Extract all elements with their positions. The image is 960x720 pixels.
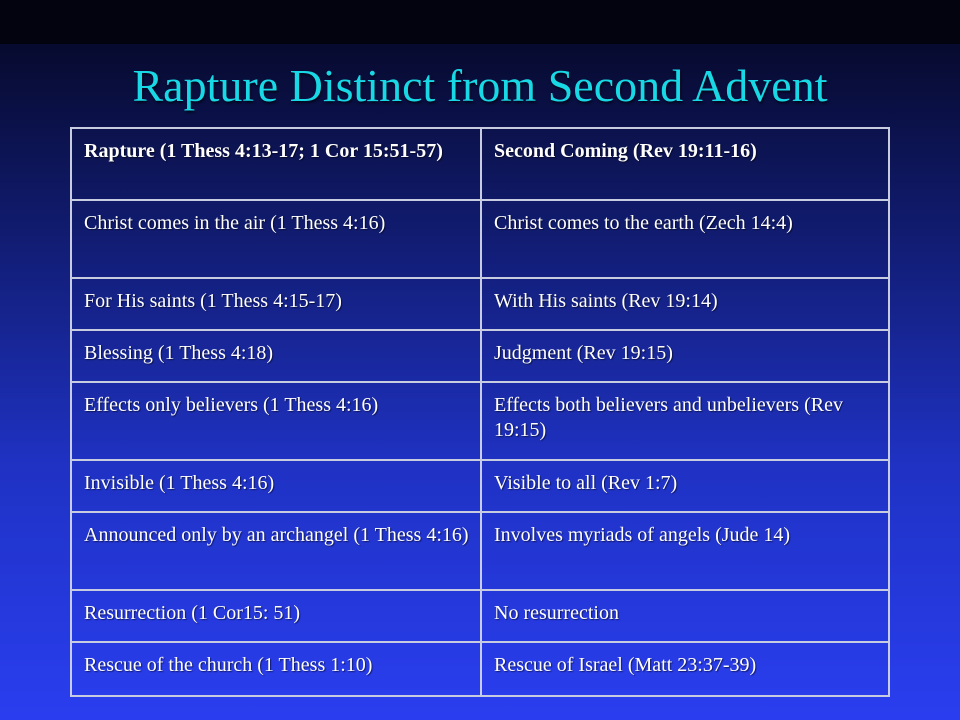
second-coming-cell: Involves myriads of angels (Jude 14) xyxy=(481,512,889,590)
rapture-cell: For His saints (1 Thess 4:15-17) xyxy=(71,278,481,330)
table-row xyxy=(71,200,889,278)
table-row xyxy=(71,590,889,642)
second-coming-cell: Visible to all (Rev 1:7) xyxy=(481,460,889,512)
table-row xyxy=(71,382,889,460)
rapture-cell: Rescue of the church (1 Thess 1:10) xyxy=(71,642,481,696)
second-coming-cell: Christ comes to the earth (Zech 14:4) xyxy=(481,200,889,278)
table-row xyxy=(71,642,889,696)
second-coming-cell: No resurrection xyxy=(481,590,889,642)
table-row xyxy=(71,512,889,590)
second-coming-cell: Effects both believers and unbelievers (Rev 19:15) xyxy=(481,382,889,460)
slide-title: Rapture Distinct from Second Advent xyxy=(132,60,828,111)
table-header-row xyxy=(71,128,889,200)
rapture-cell: Christ comes in the air (1 Thess 4:16) xyxy=(71,200,481,278)
table-row xyxy=(71,460,889,512)
rapture-cell: Announced only by an archangel (1 Thess 4:16) xyxy=(71,512,481,590)
comparison-table xyxy=(70,127,890,697)
rapture-cell: Resurrection (1 Cor15: 51) xyxy=(71,590,481,642)
rapture-cell: Effects only believers (1 Thess 4:16) xyxy=(71,382,481,460)
header-rapture: Rapture (1 Thess 4:13-17; 1 Cor 15:51-57) xyxy=(71,128,481,200)
top-dark-band xyxy=(0,0,960,44)
rapture-cell: Blessing (1 Thess 4:18) xyxy=(71,330,481,382)
table-row xyxy=(71,330,889,382)
second-coming-cell: With His saints (Rev 19:14) xyxy=(481,278,889,330)
second-coming-cell: Rescue of Israel (Matt 23:37-39) xyxy=(481,642,889,696)
second-coming-cell: Judgment (Rev 19:15) xyxy=(481,330,889,382)
rapture-cell: Invisible (1 Thess 4:16) xyxy=(71,460,481,512)
header-second-coming: Second Coming (Rev 19:11-16) xyxy=(481,128,889,200)
table-row xyxy=(71,278,889,330)
